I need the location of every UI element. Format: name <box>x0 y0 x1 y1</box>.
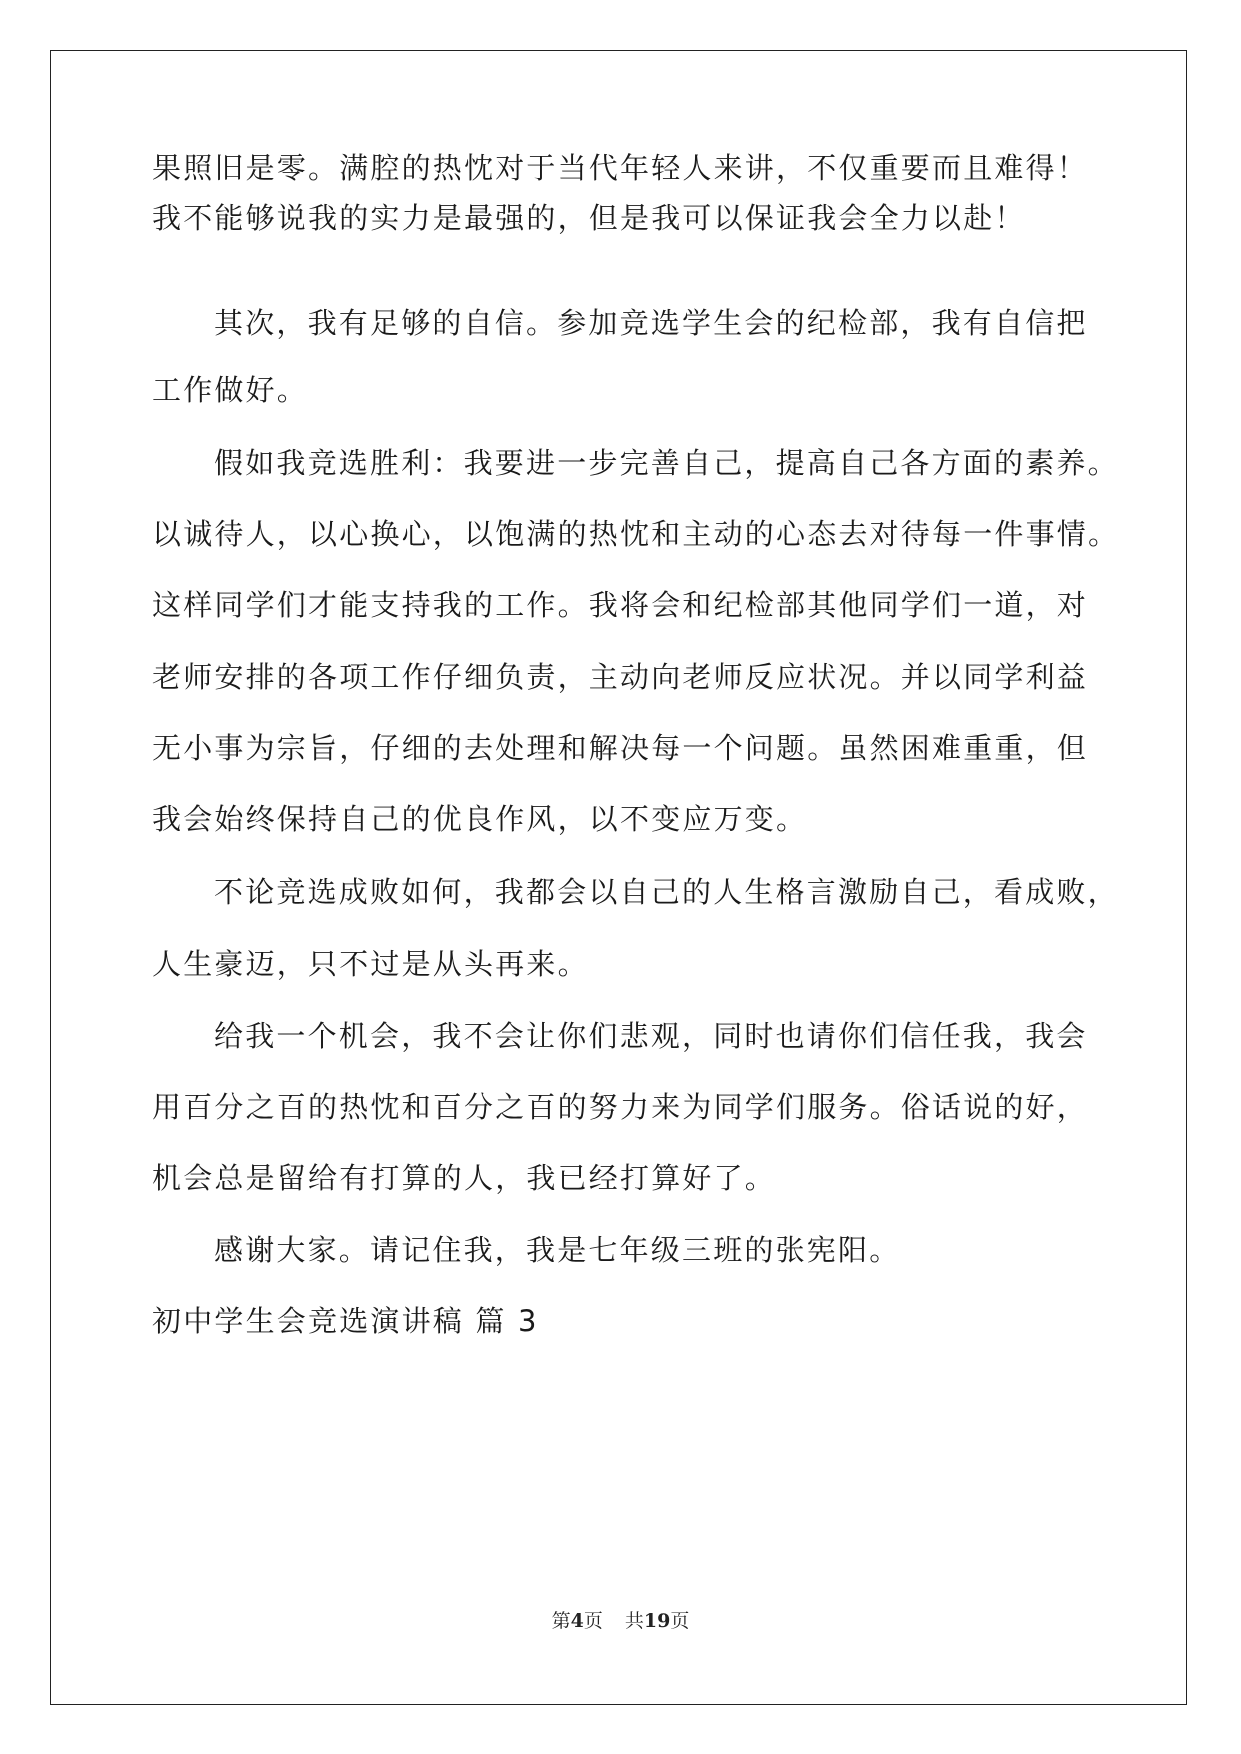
text-line: 我不能够说我的实力是最强的，但是我可以保证我会全力以赴！ <box>152 201 1026 235</box>
text-line: 机会总是留给有打算的人，我已经打算好了。 <box>152 1161 777 1195</box>
total-suffix: 页 <box>670 1610 690 1632</box>
text-line: 果照旧是零。满腔的热忱对于当代年轻人来讲，不仅重要而且难得！ <box>152 151 1089 185</box>
text-line: 其次，我有足够的自信。参加竞选学生会的纪检部，我有自信把 <box>214 306 1088 340</box>
text-line: 用百分之百的热忱和百分之百的努力来为同学们服务。俗话说的好， <box>152 1090 1089 1124</box>
text-line: 老师安排的各项工作仔细负责，主动向老师反应状况。并以同学利益 <box>152 660 1089 694</box>
page-prefix: 第 <box>551 1610 571 1632</box>
text-line: 人生豪迈，只不过是从头再来。 <box>152 947 589 981</box>
total-pages: 19 <box>643 1610 671 1632</box>
text-line: 无小事为宗旨，仔细的去处理和解决每一个问题。虽然困难重重，但 <box>152 731 1089 765</box>
text-line: 工作做好。 <box>152 373 309 407</box>
total-prefix: 共 <box>624 1610 644 1632</box>
text-line: 不论竞选成败如何，我都会以自己的人生格言激励自己，看成败， <box>214 875 1119 909</box>
section-heading: 初中学生会竞选演讲稿 篇 3 <box>152 1304 539 1338</box>
page-footer <box>0 1608 1241 1634</box>
text-line: 感谢大家。请记住我，我是七年级三班的张宪阳。 <box>214 1233 901 1267</box>
text-line: 以诚待人，以心换心，以饱满的热忱和主动的心态去对待每一件事情。 <box>152 517 1120 551</box>
text-line: 给我一个机会，我不会让你们悲观，同时也请你们信任我，我会 <box>214 1019 1088 1053</box>
text-line: 我会始终保持自己的优良作风，以不变应万变。 <box>152 802 808 836</box>
text-line: 假如我竞选胜利：我要进一步完善自己，提高自己各方面的素养。 <box>214 446 1119 480</box>
text-line: 这样同学们才能支持我的工作。我将会和纪检部其他同学们一道，对 <box>152 588 1089 622</box>
page-suffix: 页 <box>583 1610 603 1632</box>
page-number: 4 <box>570 1610 584 1632</box>
